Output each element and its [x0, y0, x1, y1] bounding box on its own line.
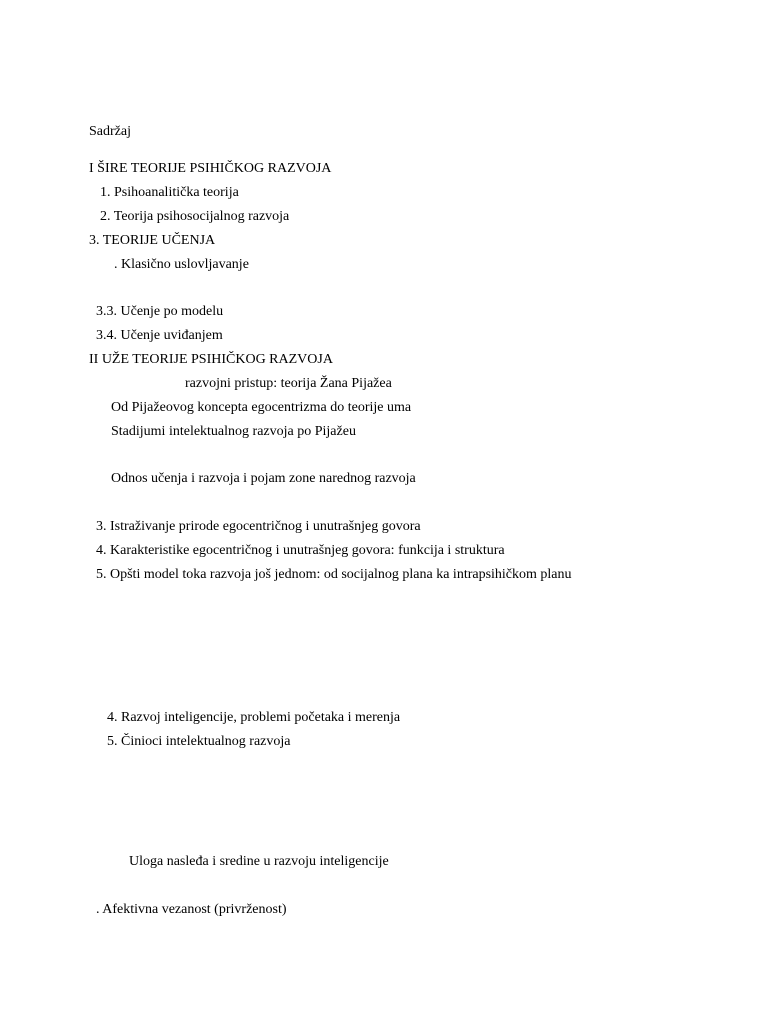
toc-line: 4. Razvoj inteligencije, problemi početaka i merenja	[107, 710, 401, 725]
toc-line: Stadijumi intelektualnog razvoja po Pijažeu	[111, 424, 356, 439]
toc-line: Od Pijažeovog koncepta egocentrizma do teorije uma	[111, 400, 412, 415]
toc-line: II UŽE TEORIJE PSIHIČKOG RAZVOJA	[89, 352, 333, 367]
toc-line: 3. TEORIJE UČENJA	[89, 233, 216, 248]
toc-line: 3.4. Učenje uviđanjem	[96, 328, 223, 343]
toc-line: razvojni pristup: teorija Žana Pijažea	[185, 376, 392, 391]
toc-line: . Afektivna vezanost (privrženost)	[96, 902, 287, 917]
toc-heading: Sadržaj	[89, 124, 131, 139]
toc-line: I ŠIRE TEORIJE PSIHIČKOG RAZVOJA	[89, 161, 332, 176]
toc-line: 5. Činioci intelektualnog razvoja	[107, 734, 291, 749]
toc-line: 5. Opšti model toka razvoja još jednom: od socijalnog plana ka intrapsihičkom planu	[96, 567, 572, 582]
toc-line: 1. Psihoanalitička teorija	[100, 185, 239, 200]
toc-line: 3.3. Učenje po modelu	[96, 304, 224, 319]
toc-line: Uloga nasleđa i sredine u razvoju inteligencije	[129, 854, 389, 869]
toc-line: 4. Karakteristike egocentričnog i unutrašnjeg govora: funkcija i struktura	[96, 543, 505, 558]
toc-line: 2. Teorija psihosocijalnog razvoja	[100, 209, 290, 224]
toc-line: . Klasično uslovljavanje	[114, 257, 249, 272]
toc-line: Odnos učenja i razvoja i pojam zone narednog razvoja	[111, 471, 416, 486]
toc-line: 3. Istraživanje prirode egocentričnog i unutrašnjeg govora	[96, 519, 421, 534]
